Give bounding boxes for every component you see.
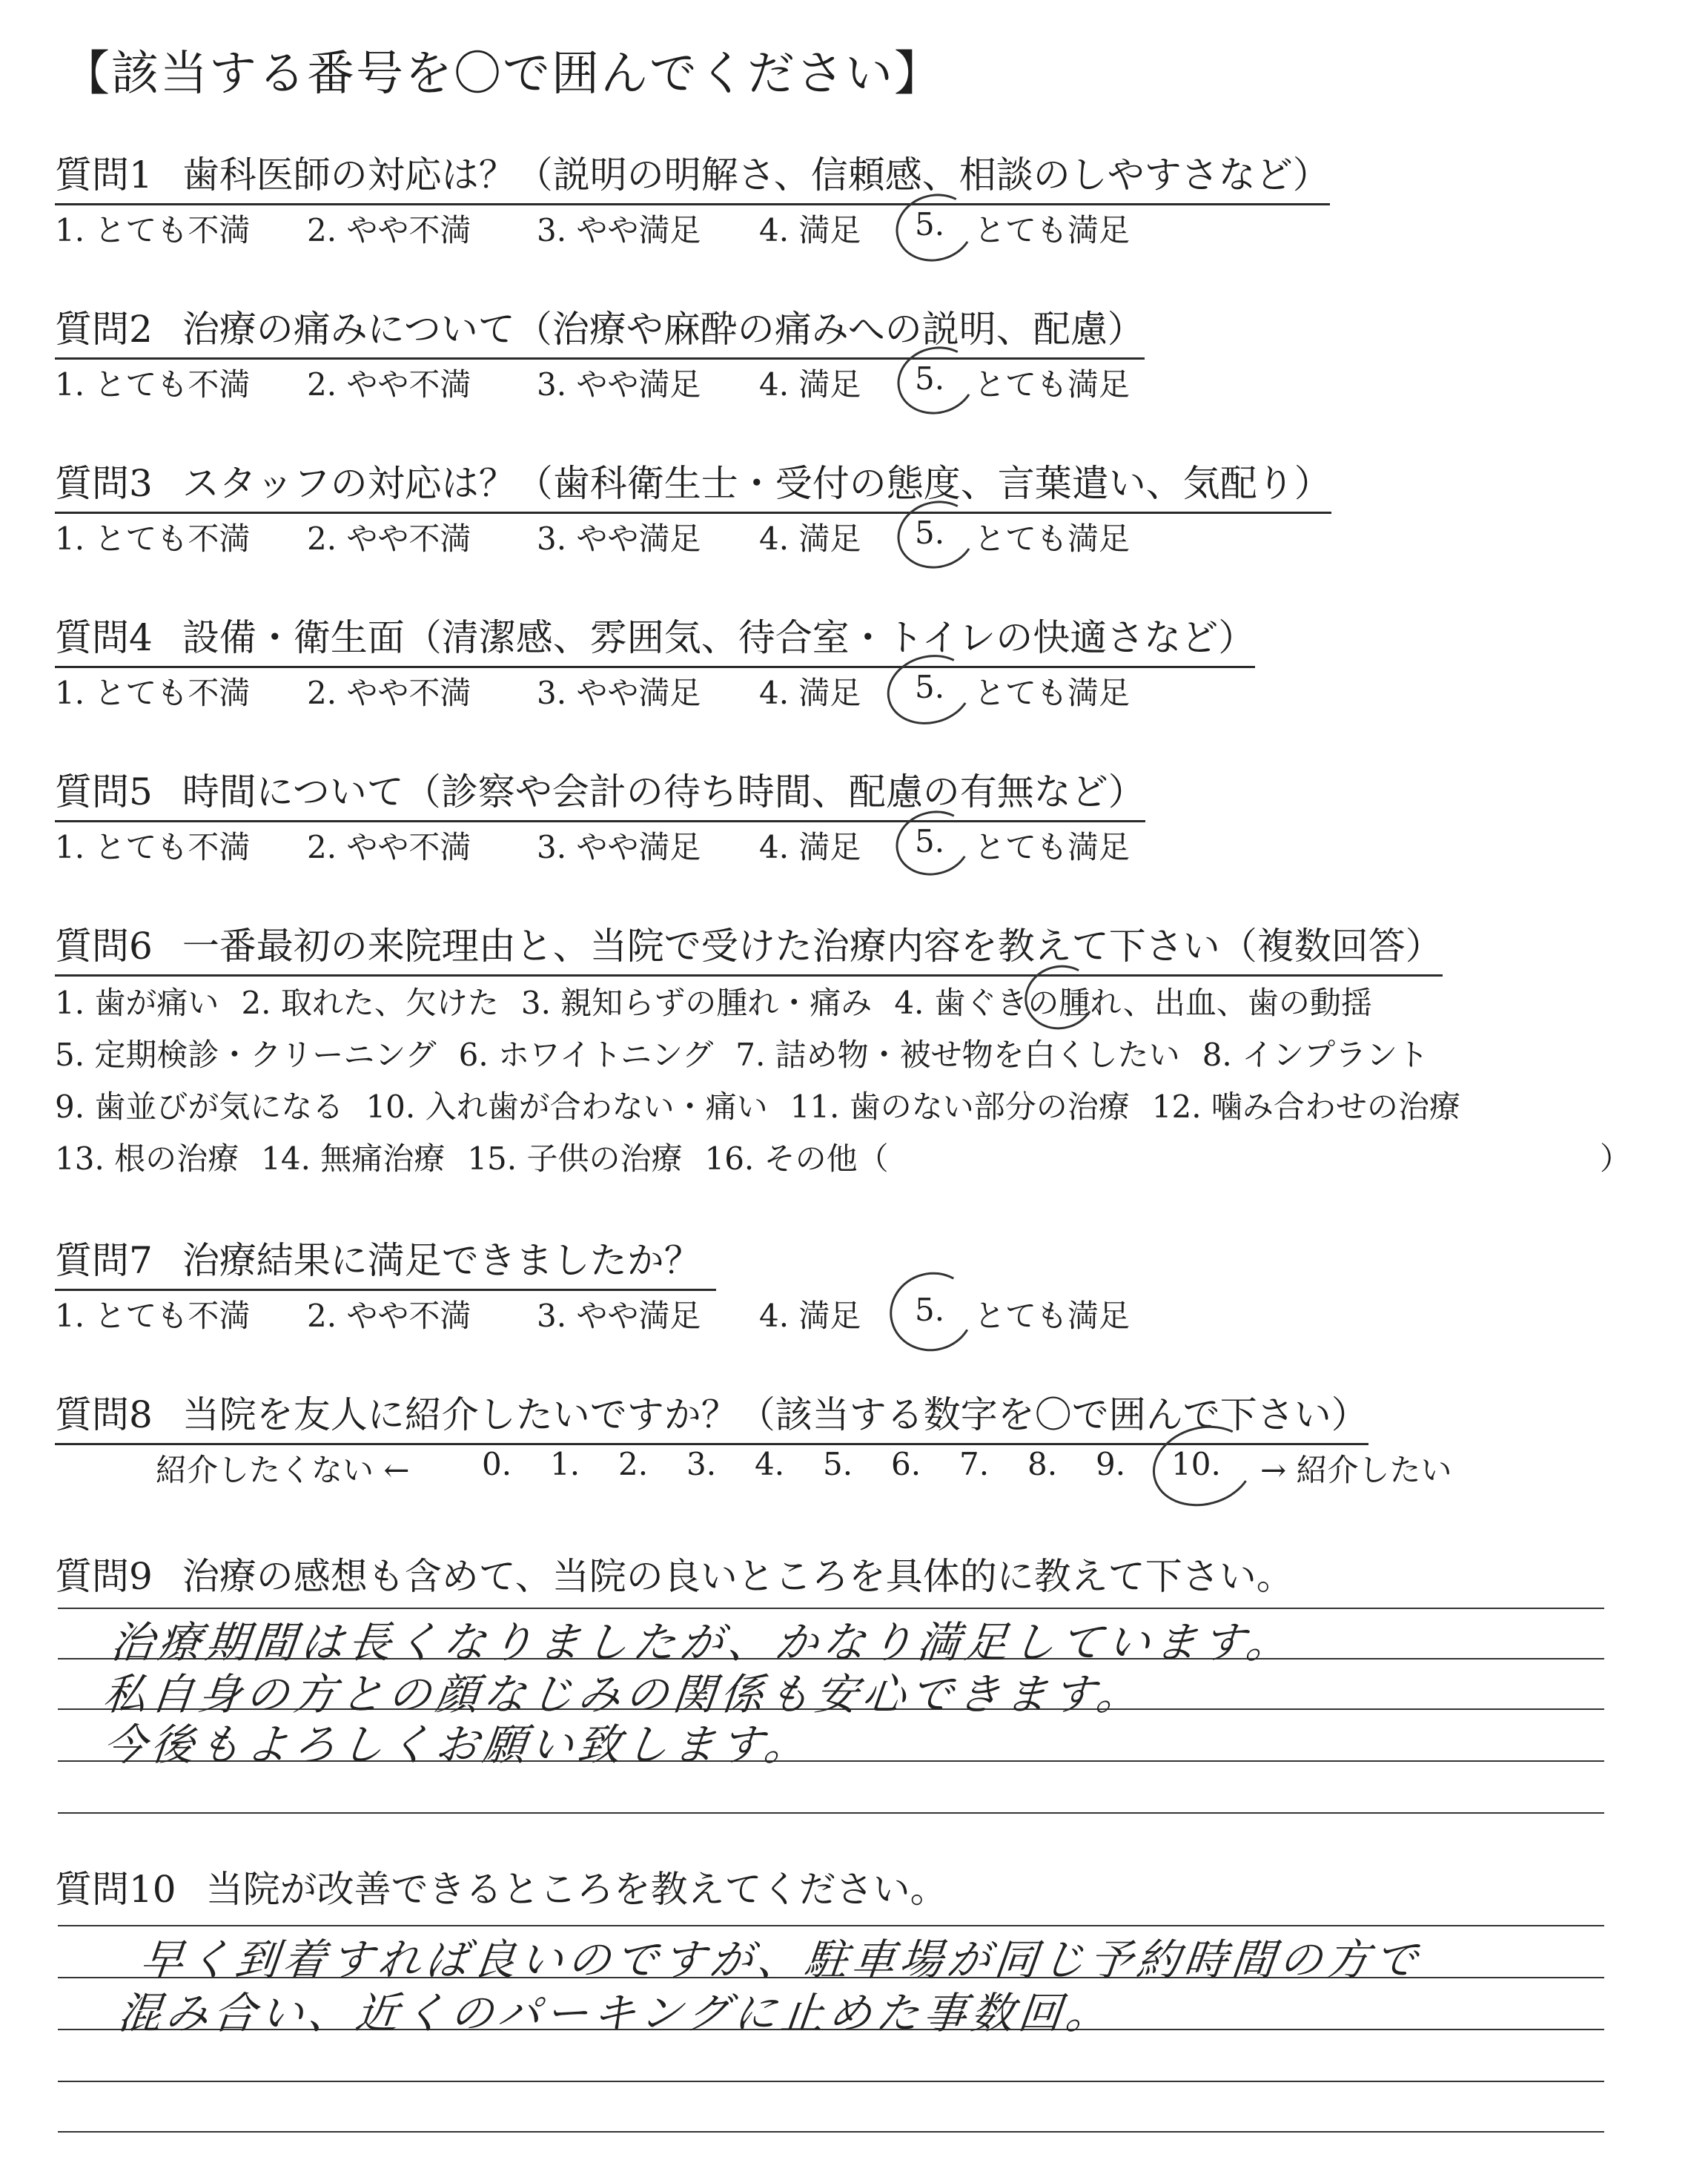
option-6[interactable]: 6. ホワイトニング [458,1037,714,1073]
question-4-heading [55,608,1255,668]
question-6-heading [55,916,1443,977]
option-5[interactable]: 5. [915,360,945,397]
option-5-label: とても満足 [974,366,1131,403]
question-1-number: 質問1 [55,153,153,196]
question-7-heading [55,1231,716,1291]
question-1-heading [55,145,1330,205]
option-14[interactable]: 14. 無痛治療 [261,1140,446,1177]
question-10-heading [55,1860,947,1913]
scale-right-label: → 紹介したい [1260,1452,1452,1488]
option-4[interactable]: 4. 満足 [759,675,861,711]
question-6-row-1 [55,979,1394,1023]
question-7-text: 治療結果に満足できましたか？ [182,1239,701,1282]
scale-10[interactable]: 10. [1171,1446,1221,1482]
scale-5[interactable]: 5. [823,1446,853,1482]
question-4-text: 設備・衛生面（清潔感、雰囲気、待合室・トイレの快適さなど） [182,616,1256,659]
option-5[interactable]: 5. [915,823,945,859]
option-2[interactable]: 2. やや不満 [307,675,471,711]
question-4-number: 質問4 [55,616,153,659]
option-5[interactable]: 5. [915,1292,945,1328]
question-5-text: 時間について（診察や会計の待ち時間、配慮の有無など） [182,770,1145,813]
handwritten-answer-line: 私自身の方との顔なじみの関係も安心できます。 [100,1669,1147,1720]
option-1[interactable]: 1. とても不満 [55,521,251,557]
option-4[interactable]: 4. 満足 [759,366,861,403]
option-3[interactable]: 3. やや満足 [537,521,701,557]
answer-line [58,2131,1604,2133]
option-5[interactable]: 5. [915,206,945,242]
answer-line [58,2081,1604,2082]
option-3[interactable]: 3. やや満足 [537,829,701,865]
question-2-number: 質問2 [55,308,153,351]
page-title: 【該当する番号を〇で囲んでください】 [62,47,943,102]
question-7-number: 質問7 [55,1239,153,1282]
question-6-row-3 [55,1083,1483,1127]
option-5-label: とても満足 [974,521,1131,557]
option-11[interactable]: 11. 歯のない部分の治療 [790,1089,1130,1125]
option-2[interactable]: 2. やや不満 [307,1298,471,1334]
option-5[interactable]: 5. 定期検診・クリーニング [55,1037,437,1073]
handwritten-answer-line: 今後もよろしくお願い致します。 [100,1720,815,1770]
question-5-heading [55,762,1145,822]
question-6-row-4 [55,1135,911,1179]
question-8-heading [55,1385,1368,1445]
option-5[interactable]: 5. [915,669,945,705]
option-13[interactable]: 13. 根の治療 [55,1140,239,1177]
option-5-label: とても満足 [974,212,1131,248]
handwritten-answer-line: 混み合い、近くのパーキングに止めた事数回。 [115,1988,1116,2038]
option-1[interactable]: 1. とても不満 [55,675,251,711]
option-4[interactable]: 4. 満足 [759,521,861,557]
question-1-text: 歯科医師の対応は？（説明の明解さ、信頼感、相談のしやすさなど） [182,153,1330,196]
other-close-paren: ） [1600,1140,1632,1177]
question-9-number: 質問9 [55,1555,153,1598]
option-1[interactable]: 1. とても不満 [55,366,251,403]
question-6-row-2 [55,1031,1451,1075]
question-9-heading [55,1547,1294,1600]
scale-0[interactable]: 0. [482,1446,512,1482]
question-2-text: 治療の痛みについて（治療や麻酔の痛みへの説明、配慮） [182,308,1145,351]
option-3[interactable]: 3. やや満足 [537,366,701,403]
scale-2[interactable]: 2. [618,1446,649,1482]
option-2[interactable]: 2. やや不満 [307,366,471,403]
option-15[interactable]: 15. 子供の治療 [467,1140,683,1177]
option-3[interactable]: 3. やや満足 [537,1298,701,1334]
scale-7[interactable]: 7. [959,1446,990,1482]
question-3-number: 質問3 [55,462,153,505]
option-9[interactable]: 9. 歯並びが気になる [55,1089,344,1125]
scale-4[interactable]: 4. [755,1446,785,1482]
question-6-number: 質問6 [55,925,153,968]
question-2-heading [55,300,1145,360]
scale-left-label: 紹介したくない ← [156,1452,410,1488]
option-2[interactable]: 2. やや不満 [307,521,471,557]
scale-6[interactable]: 6. [891,1446,921,1482]
option-4[interactable]: 4. 満足 [759,1298,861,1334]
option-12[interactable]: 12. 噛み合わせの治療 [1151,1089,1460,1125]
question-6-text: 一番最初の来院理由と、当院で受けた治療内容を教えて下さい（複数回答） [182,925,1443,968]
option-3[interactable]: 3. やや満足 [537,212,701,248]
option-4-label: 歯ぐきの腫れ、出血、歯の動揺 [934,985,1372,1021]
option-3[interactable]: 3. やや満足 [537,675,701,711]
question-3-heading [55,454,1331,514]
question-5-number: 質問5 [55,770,153,813]
option-1[interactable]: 1. とても不満 [55,1298,251,1334]
option-2[interactable]: 2. 取れた、欠けた [241,985,499,1021]
option-16[interactable]: 16. その他（ [704,1140,889,1177]
scale-9[interactable]: 9. [1096,1446,1126,1482]
question-8-text: 当院を友人に紹介したいですか？（該当する数字を〇で囲んで下さい） [182,1393,1368,1436]
scale-1[interactable]: 1. [550,1446,580,1482]
option-8[interactable]: 8. インプラント [1202,1037,1429,1073]
option-5-label: とても満足 [974,1298,1131,1334]
option-4[interactable]: 4. 満足 [759,829,861,865]
option-4[interactable]: 4. 満足 [759,212,861,248]
answer-line [58,1812,1604,1814]
option-1[interactable]: 1. 歯が痛い [55,985,219,1021]
question-9-text: 治療の感想も含めて、当院の良いところを具体的に教えて下さい。 [182,1555,1294,1598]
question-10-text: 当院が改善できるところを教えてください。 [205,1868,947,1911]
handwritten-answer-line: 治療期間は長くなりましたが、かなり満足しています。 [107,1617,1297,1668]
option-1[interactable]: 1. とても不満 [55,829,251,865]
option-5[interactable]: 5. [915,515,945,551]
question-3-text: スタッフの対応は？（歯科衛生士・受付の態度、言葉遣い、気配り） [182,462,1331,505]
option-2[interactable]: 2. やや不満 [307,212,471,248]
question-8-number: 質問8 [55,1393,153,1436]
handwritten-answer-line: 早く到着すれば良いのですが、駐車場が同じ予約時間の方で [137,1935,1425,1985]
scale-8[interactable]: 8. [1027,1446,1058,1482]
option-2[interactable]: 2. やや不満 [307,829,471,865]
scale-3[interactable]: 3. [686,1446,717,1482]
option-5-label: とても満足 [974,675,1131,711]
option-4[interactable]: 4. [894,985,924,1021]
selection-circle [881,1263,983,1361]
option-1[interactable]: 1. とても不満 [55,212,251,248]
option-7[interactable]: 7. 詰め物・被せ物を白くしたい [735,1037,1180,1073]
option-5-label: とても満足 [974,829,1131,865]
option-3[interactable]: 3. 親知らずの腫れ・痛み [520,985,873,1021]
option-10[interactable]: 10. 入れ歯が合わない・痛い [365,1089,768,1125]
question-10-number: 質問10 [55,1868,176,1911]
